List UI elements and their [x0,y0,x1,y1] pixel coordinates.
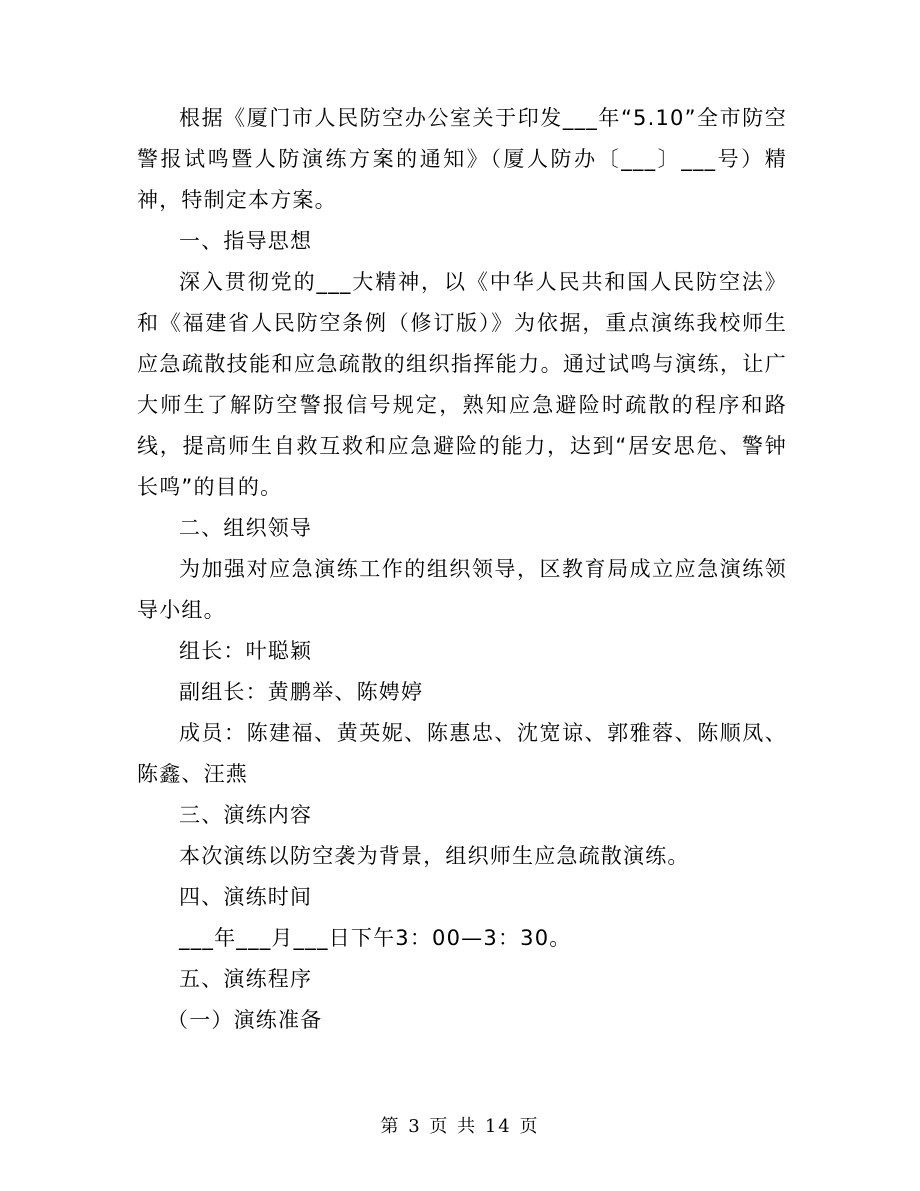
group-leader-line: 组长：叶聪颖 [179,639,313,663]
organization-paragraph: 为加强对应急演练工作的组织领导，区教育局成立应急演练领导小组。 [137,557,787,622]
members-paragraph: 成员：陈建福、黄英妮、陈惠忠、沈宽谅、郭雅蓉、陈顺凤、陈鑫、汪燕 [137,721,787,786]
section-heading-drill-procedure: 五、演练程序 [179,967,313,991]
deputy-leader-line: 副组长：黄鹏举、陈娉婷 [179,680,424,704]
drill-content-paragraph: 本次演练以防空袭为背景，组织师生应急疏散演练。 [179,844,690,868]
page-number-footer: 第 3 页 共 14 页 [380,1116,540,1137]
drill-time-line: ___年___月___日下午3：00—3：30。 [179,926,572,950]
intro-paragraph: 根据《厦门市人民防空办公室关于印发___年“5.10”全市防空警报试鸣暨人防演练方案的通知》（厦人防办〔___〕___号）精神，特制定本方案。 [137,106,787,212]
subsection-drill-preparation: （一）演练准备 [167,1008,323,1032]
section-heading-drill-content: 三、演练内容 [179,803,313,827]
guiding-ideology-paragraph: 深入贯彻党的___大精神，以《中华人民共和国人民防空法》和《福建省人民防空条例（修订版）》为依据，重点演练我校师生应急疏散技能和应急疏散的组织指挥能力。通过试鸣与演练，让广大师生了解防空警报信号规定，熟知应急避险时疏散的程序和路线，提高师生自救互救和应急避险的能力，达到“居安思危、警钟长鸣”的目的。 [137,270,787,499]
section-heading-drill-time: 四、演练时间 [179,885,313,909]
section-heading-organization: 二、组织领导 [179,516,313,540]
section-heading-guiding-ideology: 一、指导思想 [179,229,313,253]
document-body [137,98,787,1041]
